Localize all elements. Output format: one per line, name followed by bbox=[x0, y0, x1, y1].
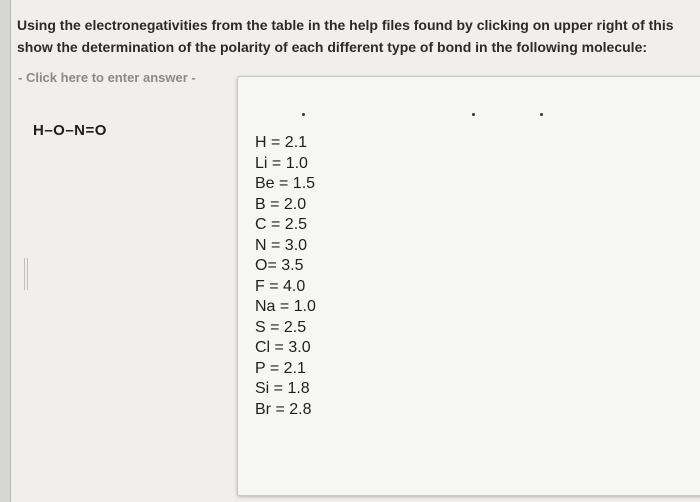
answer-input[interactable]: - Click here to enter answer - bbox=[18, 70, 196, 85]
list-item: P = 2.1 bbox=[255, 359, 306, 377]
list-item: Be = 1.5 bbox=[255, 175, 316, 192]
electronegativity-list bbox=[255, 133, 316, 420]
list-item: F = 4.0 bbox=[255, 277, 306, 295]
scrollbar-marker bbox=[24, 258, 28, 290]
dot-mark bbox=[302, 113, 305, 116]
list-item: O= 3.5 bbox=[255, 257, 304, 274]
list-item: Si = 1.8 bbox=[255, 380, 310, 397]
list-item: N = 3.0 bbox=[255, 236, 308, 254]
list-item: S = 2.5 bbox=[255, 318, 307, 336]
molecule-formula: H–O–N=O bbox=[33, 122, 107, 139]
list-item: H = 2.1 bbox=[255, 134, 308, 151]
list-item: C = 2.5 bbox=[255, 216, 308, 233]
list-item: Br = 2.8 bbox=[255, 400, 312, 418]
question-text bbox=[17, 14, 700, 58]
dot-mark bbox=[540, 113, 543, 116]
list-item: B = 2.0 bbox=[255, 195, 307, 213]
electronegativity-panel bbox=[237, 76, 700, 496]
question-line-2: show the determination of the polarity of each different type of bond in the following molecule: bbox=[17, 39, 648, 55]
list-item: Na = 1.0 bbox=[255, 298, 316, 315]
dot-mark bbox=[472, 113, 475, 116]
question-line-1: Using the electronegativities from the table in the help files found by clicking on upper right of this bbox=[17, 17, 674, 33]
list-item: Li = 1.0 bbox=[255, 154, 308, 172]
list-item: Cl = 3.0 bbox=[255, 339, 311, 356]
question-page bbox=[10, 0, 700, 502]
